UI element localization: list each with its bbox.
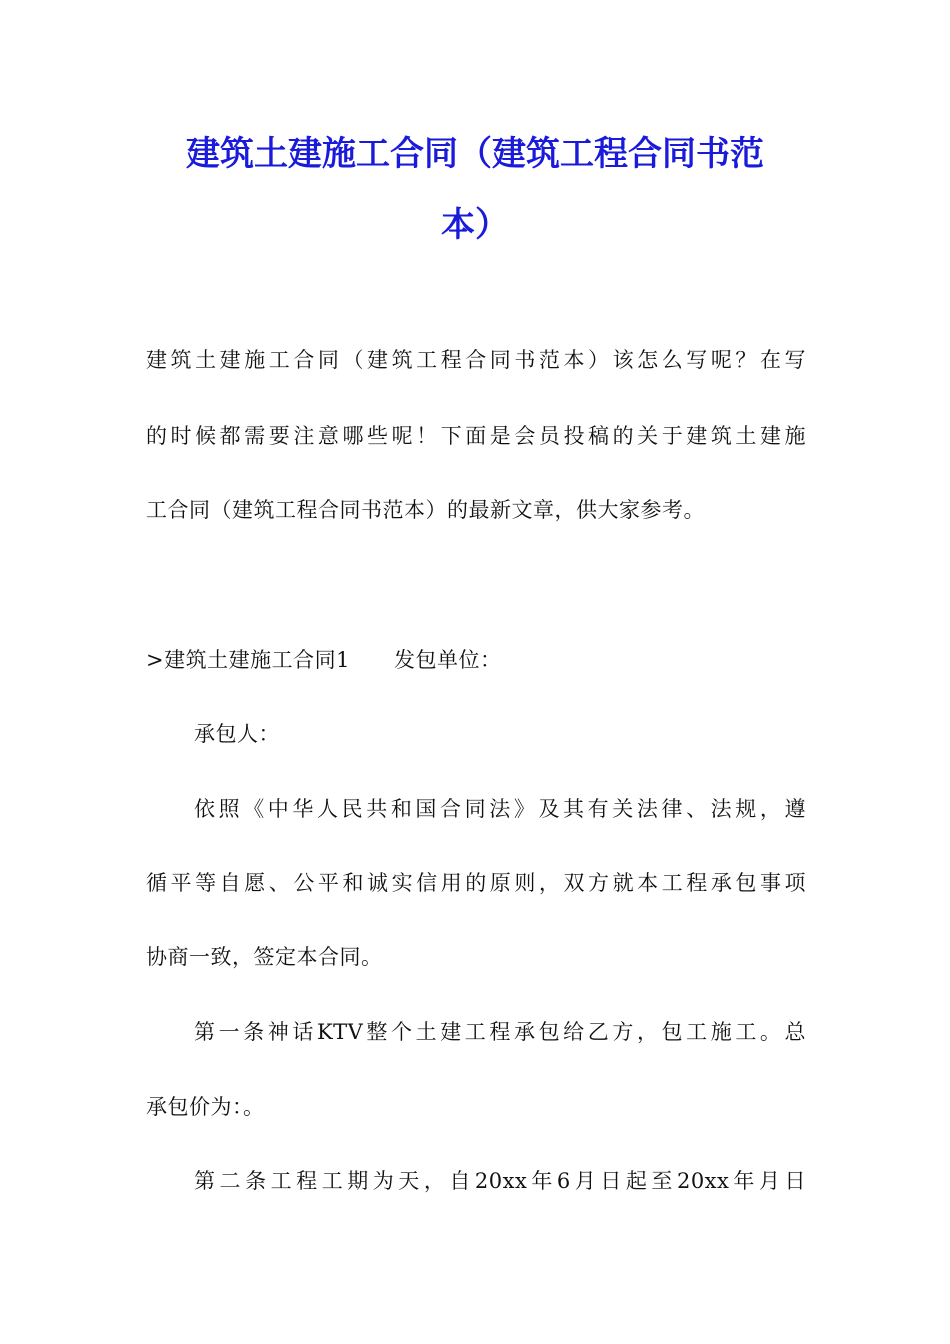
intro-line-1: 建筑土建施工合同（建筑工程合同书范本）该怎么写呢？在写: [146, 348, 806, 372]
article1-line-1: 第一条神话KTV整个土建工程承包给乙方，包工施工。总: [194, 1020, 806, 1044]
basis-line-1: 依照《中华人民共和国合同法》及其有关法律、法规，遵: [194, 797, 806, 821]
basis-line-3: 协商一致，签定本合同。: [146, 945, 383, 969]
section-heading: >建筑土建施工合同1: [146, 648, 350, 672]
article2-line-1: 第二条工程工期为天，自20xx年6月日起至20xx年月日: [194, 1169, 806, 1193]
party-a-label: 发包单位：: [393, 648, 502, 672]
party-b-label: 承包人：: [194, 722, 280, 746]
basis-line-2: 循平等自愿、公平和诚实信用的原则，双方就本工程承包事项: [146, 871, 806, 895]
article1-line-2: 承包价为：。: [146, 1095, 265, 1119]
document-title-line-1: 建筑土建施工合同（建筑工程合同书范: [186, 134, 764, 174]
document-title-line-2: 本）: [441, 205, 509, 245]
section-heading-row: [146, 645, 806, 675]
intro-line-3: 工合同（建筑工程合同书范本）的最新文章，供大家参考。: [146, 498, 705, 522]
intro-line-2: 的时候都需要注意哪些呢！下面是会员投稿的关于建筑土建施: [146, 424, 806, 448]
